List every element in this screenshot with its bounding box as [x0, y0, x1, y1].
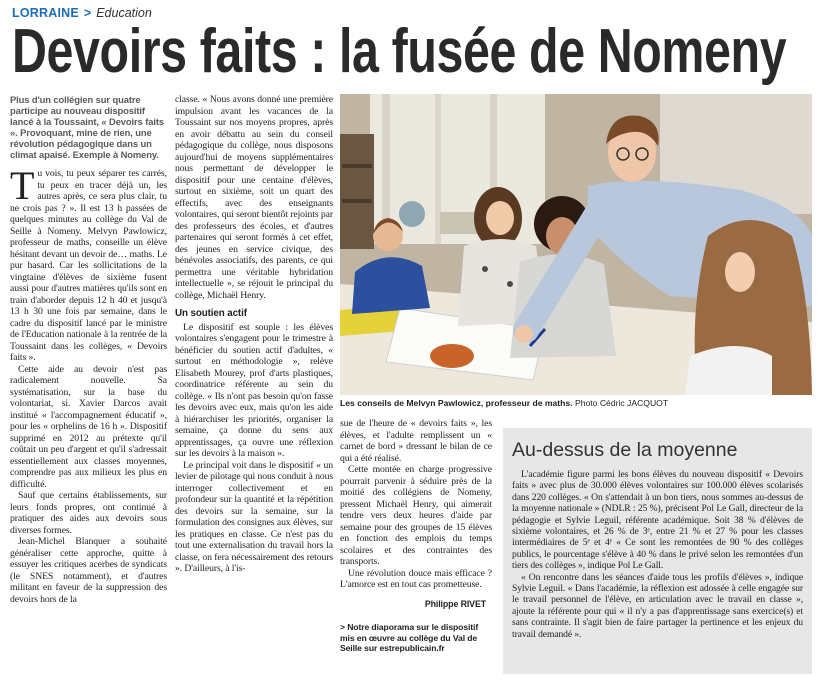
- article-paragraph: Une révolution douce mais efficace ? L'amorce est en tout cas prometteuse.: [340, 567, 492, 590]
- article-paragraph: Sauf que certains établissements, sur leurs fonds propres, ont continué à pratiquer des aides aux devoirs sous diverses formes.: [10, 490, 167, 536]
- breadcrumb-separator: >: [83, 6, 92, 20]
- shelf-board: [342, 164, 372, 168]
- photo-illustration: [340, 94, 812, 395]
- sidebar-box: [503, 428, 812, 674]
- sidebar-paragraph: « On rencontre dans les séances d'aide tous les profils d'élèves », indique Sylvie Leguil. « Dans l'académie, la réflexion est adossée à celle engagée sur le travail personnel de l'élève, en articulation avec le travail en classe », ajoute la référente pour qui « il n'y a pas d'apprentissage sans exercice(s) et sans contrainte. Il s'agit bien de faire partager la pertinence et les enjeux du travail demandé ».: [512, 571, 803, 640]
- photo-credit: Photo Cédric JACQUOT: [574, 398, 669, 408]
- slideshow-note: > Notre diaporama sur le dispositif mis en œuvre au collège du Val de Seille sur estrepublicain.fr: [340, 622, 479, 654]
- globe: [399, 201, 425, 227]
- article-paragraph: Cette aide au devoir n'est pas radicalement nouvelle. Sa systématisation, sur la base du volontariat, si. Xavier Darcos avait institué « l'accompagnement éducatif », pour les « orphelins de 16 h ». Dispositif supprimé en 2012 au prétexte qu'il coûtait un peu d'argent et qu'il s'adressait essentiellement aux classes moyennes, comprendre pas aux milieux les plus en difficulté.: [10, 363, 167, 490]
- photo-caption: [340, 398, 812, 408]
- section-label: LORRAINE: [12, 6, 79, 20]
- rubric-label: Education: [96, 6, 152, 20]
- author-signature: Philippe RIVET: [424, 598, 486, 609]
- pencil-case: [430, 344, 474, 368]
- article-subheading: Un soutien actif: [175, 308, 247, 319]
- article-paragraph: Le dispositif est souple : les élèves volontaires s'engagent pour le trimestre à bénéficier du soutien actif d'adultes, « surtout en méthodologie », relève Elisabeth Mourey, prof d'arts plastiques, coordinatrice référente au sein du collège. « Ils n'ont pas besoin qu'on fasse les devoirs avec eux, mais qu'on les aide à hiérarchiser les priorités, organiser la semaine, ça donne du sens aux apprentissages, ça ouvre une réflexion sur les devoirs à la maison ».: [175, 321, 333, 459]
- article-paragraph: classe. « Nous avons donné une première impulsion avant les vacances de la Toussaint sur nos moyens propres, après en avoir débattu au sein du conseil pédagogique du collège, nous disposons aujourd'hui de moyens supplémentaires nous permettant de développer le dispositif pour une centaine d'élèves, surtout en sixième, soit un quart des effectifs, avec des enseignants volontaires, qui seront bientôt rejoints par des professeurs des écoles, et d'autres partenaires qui seront formés à cet effet, des jeunes en service civique, des bénévoles associatifs, des parents, ce qui permettra une véritable hybridation intellectuelle », se réjouit le principal du collège, Michaël Henry.: [175, 94, 333, 301]
- article-paragraph: Jean-Michel Blanquer a souhaité généraliser cette approche, quitte à essuyer les critiques acerbes de syndicats (le SNES notamment), et d'autres militant en faveur de la suppression des devoirs hors de la: [10, 536, 167, 605]
- article-lead: Plus d'un collégien sur quatre participe au nouveau dispositif lancé à la Toussaint, « Devoirs faits ». Provoquant, mine de rien, une révolution pédagogique dans un climat apaisé. Exemple à Nomeny.: [10, 94, 164, 160]
- article-paragraph: Cette montée en charge progressive pourrait parvenir à séduire près de la moitié des collégiens de Nomeny, pressent Michaël Henry, qui aimerait tendre vers deux heures d'aide par semaine pour des groupes de 15 élèves en fonction des emplois du temps scolaires et des contraintes des transports.: [340, 464, 492, 567]
- article-paragraph: sue de l'heure de « devoirs faits », les élèves, et l'adulte remplissent un « carnet de bord » dressant le bilan de ce qui a été réalisé.: [340, 418, 492, 464]
- sidebar-paragraph: L'académie figure parmi les bons élèves du nouveau dispositif « Devoirs faits » avec plus de 30.000 élèves volontaires sur 100.000 élèves scolarisés dans 220 collèges. « On s'attendait à un bon tiers, nous sommes au-dessus de la moyenne nationale » (NDLR : 25 %), précisent Pol Le Gall, directeur de la pédagogie et Sylvie Leguil, référente académique. Soit 38 % d'élèves de sixième volontaires, et 26 % de 3ᵉ, entre 21 % et 27 % pour les classes intermédiaires de 5ᵉ et 4ᵉ « Ce sont les remontées de 90 % des collèges publics, le pourcentage s'élève à 40 % dans le privé selon les remontées d'un tiers des collèges », indique Pol Le Gall.: [512, 469, 803, 572]
- shelf-board: [342, 199, 372, 203]
- article-paragraph: Tu vois, tu peux séparer tes carrés, tu peux en tracer déjà un, les autres après, ce sera plus clair, tu ne crois pas ? ». Il est 13 h passées de quelques minutes au collège du Val de Seille à Nomeny. Melvyn Pawlowicz, professeur de maths, conseille un élève hésitant devant un devoir de… maths. Le pur hasard. Car les sollicitations de la vingtaine d'élèves de sixième fusent aussi pour d'autres matières qu'ils sont en train d'aborder depuis 12 h 40 et jusqu'à 13 h 30 une fois par semaine, dans le cadre du dispositif lancé par le ministre de l'Education nationale à la rentrée de la Toussaint dans les collèges, « Devoirs faits ».: [10, 163, 167, 363]
- bookshelf: [340, 134, 374, 249]
- article-column-1: [10, 94, 167, 605]
- article-column-3: [340, 418, 492, 654]
- classroom-photo: [340, 94, 812, 395]
- headline: Devoirs faits : la fusée de Nomeny: [12, 17, 787, 86]
- caption-text: Les conseils de Melvyn Pawlowicz, professeur de maths.: [340, 398, 573, 408]
- sidebar-title: Au-dessus de la moyenne: [512, 439, 738, 461]
- article-column-2: [175, 94, 333, 575]
- desk-items: [440, 212, 480, 234]
- article-paragraph: Le principal voit dans le dispositif « un levier de pilotage qui nous conduit à nous interroger collectivement et en profondeur sur la quantité et la répétition des devoirs sur la semaine, sur la formulation des consignes aux élèves, sur les pratiques en classe. Ce n'est pas du tout une externalisation du travail hors la classe, on fera nécessairement des retours ». D'ailleurs, à l'is-: [175, 459, 333, 574]
